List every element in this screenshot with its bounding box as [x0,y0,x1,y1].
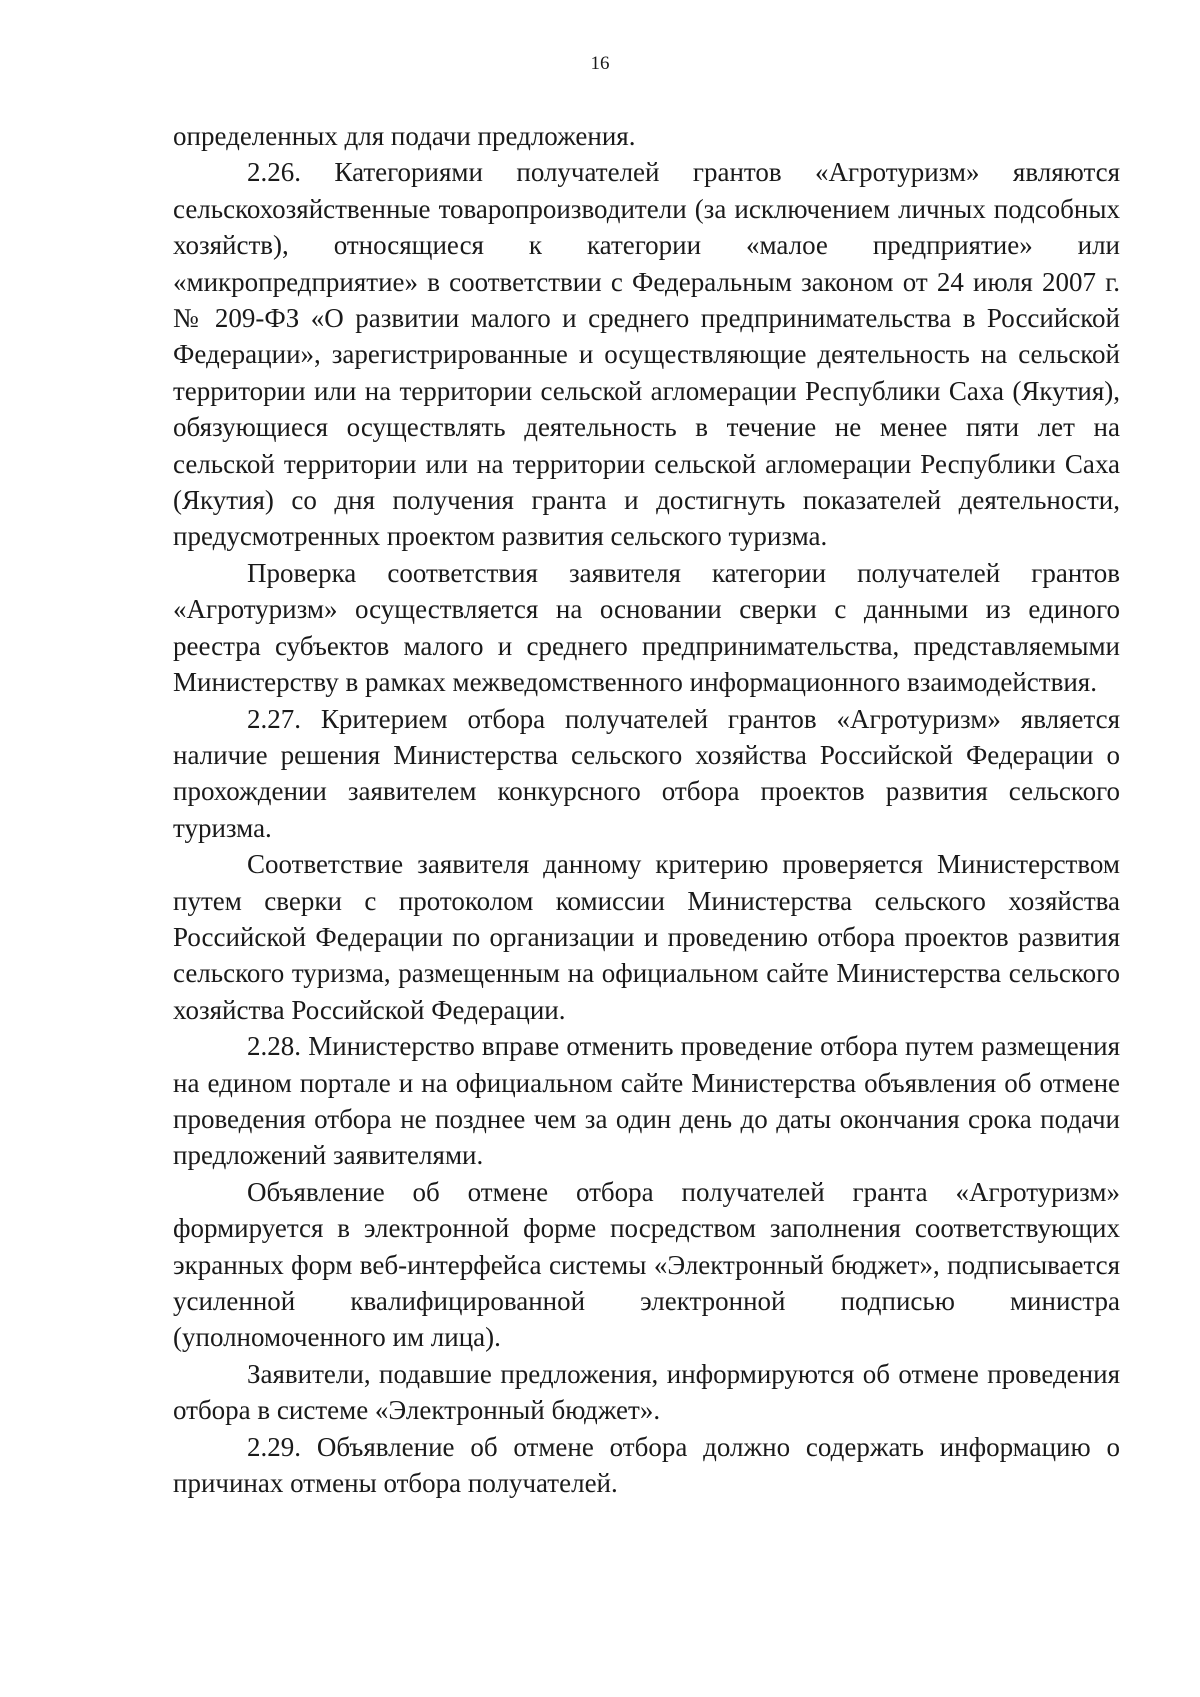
paragraph-criterion-check: Соответствие заявителя данному критерию проверяется Министерством путем сверки с протоколом комиссии Министерства сельского хозяйства Российской Федерации по организации и проведению отбора проектов развития сельского туризма, размещенным на официальном сайте Министерства сельского хозяйства Российской Федерации. [173,849,1120,1025]
paragraph-category-check: Проверка соответствия заявителя категории получателей грантов «Агротуризм» осуществляется на основании сверки с данными из единого реестра субъектов малого и среднего предпринимательства, представляемыми Министерству в рамках межведомственного информационного взаимодействия. [173,557,1120,698]
paragraph-cancellation-notice: Объявление об отмене отбора получателей гранта «Агротуризм» формируется в электронной форме посредством заполнения соответствующих экранных форм веб-интерфейса системы «Электронный бюджет», подписывается усиленной квалифицированной электронной подписью министра (уполномоченного им лица). [173,1176,1120,1353]
paragraph-2-27: 2.27. Критерием отбора получателей грантов «Агротуризм» является наличие решения Министерства сельского хозяйства Российской Федерации о прохождении заявителем конкурсного отбора проектов развития сельского туризма. [173,703,1120,843]
paragraph-applicants-informed: Заявители, подавшие предложения, информируются об отмене проведения отбора в системе «Электронный бюджет». [173,1358,1120,1426]
paragraph-2-26: 2.26. Категориями получателей грантов «Агротуризм» являются сельскохозяйственные товаропроизводители (за исключением личных подсобных хозяйств), относящиеся к категории «малое предприятие» или «микропредприятие» в соответствии с Федеральным законом от 24 июля 2007 г. № 209-ФЗ «О развитии малого и среднего предпринимательства в Российской Федерации», зарегистрированные и осуществляющие деятельность на сельской территории или на территории сельской агломерации Республики Саха (Якутия), обязующиеся осуществлять деятельность в течение не менее пяти лет на сельской территории или на территории сельской агломерации Республики Саха (Якутия) со дня получения гранта и достигнуть показателей деятельности, предусмотренных проектом развития сельского туризма. [173,157,1120,552]
paragraph-2-28: 2.28. Министерство вправе отменить проведение отбора путем размещения на едином портале и на официальном сайте Министерства объявления об отмене проведения отбора не позднее чем за один день до даты окончания срока подачи предложений заявителями. [173,1031,1120,1171]
document-body [173,118,1120,1501]
paragraph-2-29: 2.29. Объявление об отмене отбора должно содержать информацию о причинах отмены отбора получателей. [173,1431,1120,1499]
page-number: 16 [590,53,610,74]
paragraph-continuation: определенных для подачи предложения. [173,121,636,151]
